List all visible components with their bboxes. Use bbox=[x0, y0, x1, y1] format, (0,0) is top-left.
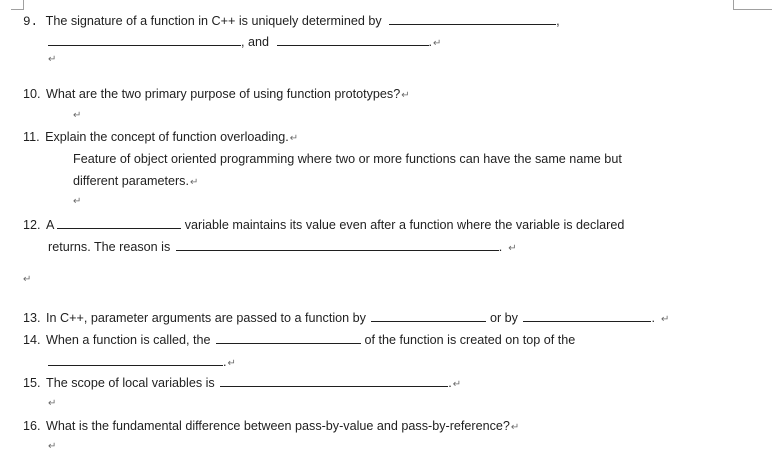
paragraph-mark-icon: ↵ bbox=[508, 243, 517, 254]
question-number: 16. bbox=[23, 419, 41, 433]
question-11 bbox=[23, 130, 298, 146]
question-number: 13. bbox=[23, 311, 41, 325]
paragraph-mark-icon: ↵ bbox=[48, 398, 57, 409]
answer-blank[interactable] bbox=[48, 34, 241, 46]
paragraph-mark-icon: ↵ bbox=[510, 422, 520, 433]
question-number: 15. bbox=[23, 376, 41, 390]
paragraph-mark-icon: ↵ bbox=[660, 314, 670, 325]
question-text: The scope of local variables is bbox=[46, 376, 215, 390]
paragraph-mark-icon: ↵ bbox=[289, 133, 299, 144]
page-corner-top-left bbox=[11, 0, 24, 10]
question-text: What is the fundamental difference between pass-by-value and pass-by-reference? bbox=[46, 419, 510, 433]
question-number: 14. bbox=[23, 333, 41, 347]
answer-blank[interactable] bbox=[176, 239, 499, 251]
period: . bbox=[448, 376, 452, 390]
answer-blank[interactable] bbox=[371, 310, 486, 322]
question-number: 10. bbox=[23, 87, 41, 101]
answer-blank[interactable] bbox=[57, 217, 181, 229]
question-9-line-2 bbox=[48, 34, 441, 51]
paragraph-mark-icon: ↵ bbox=[227, 358, 236, 369]
paragraph-mark-icon: ↵ bbox=[401, 90, 410, 101]
question-text: The signature of a function in C++ is uniquely determined by bbox=[45, 14, 382, 28]
period: . bbox=[498, 240, 503, 254]
answer-blank[interactable] bbox=[216, 332, 361, 344]
question-text: When a function is called, the bbox=[46, 333, 211, 347]
separator: , bbox=[556, 14, 560, 28]
question-12-line-1 bbox=[23, 217, 624, 233]
question-number: 12. bbox=[23, 218, 41, 232]
answer-text: Feature of object oriented programming where two or more functions can have the same name but bbox=[73, 152, 622, 166]
question-text: A bbox=[46, 218, 54, 232]
paragraph-mark-icon: ↵ bbox=[73, 110, 82, 121]
question-16 bbox=[23, 419, 519, 435]
answer-text-line-1 bbox=[73, 152, 622, 167]
question-13 bbox=[23, 310, 669, 327]
answer-blank[interactable] bbox=[220, 375, 448, 387]
question-number: 11. bbox=[23, 130, 40, 144]
answer-text: different parameters. bbox=[73, 174, 189, 188]
paragraph-mark-icon: ↵ bbox=[23, 274, 32, 285]
question-9-line-1 bbox=[23, 13, 560, 30]
period: . bbox=[651, 311, 655, 325]
answer-blank[interactable] bbox=[277, 34, 429, 46]
paragraph-mark-icon: ↵ bbox=[433, 38, 442, 49]
question-15 bbox=[23, 375, 461, 392]
paragraph-mark-icon: ↵ bbox=[73, 196, 82, 207]
question-number: 9. bbox=[23, 15, 39, 29]
question-14-line-1 bbox=[23, 332, 575, 348]
question-text: variable maintains its value even after a function where the variable is declared bbox=[184, 218, 625, 232]
question-text: In C++, parameter arguments are passed to a function by bbox=[46, 311, 366, 325]
question-text: of the function is created on top of the bbox=[364, 333, 576, 347]
question-text: What are the two primary purpose of using function prototypes? bbox=[46, 87, 401, 101]
answer-text-line-2 bbox=[73, 174, 198, 190]
question-10 bbox=[23, 87, 410, 103]
question-text: or by bbox=[489, 311, 518, 325]
paragraph-mark-icon: ↵ bbox=[48, 54, 57, 65]
page-corner-top-right bbox=[733, 0, 772, 10]
period: . bbox=[428, 35, 433, 49]
answer-blank[interactable] bbox=[48, 354, 223, 366]
answer-blank[interactable] bbox=[389, 13, 556, 25]
answer-blank[interactable] bbox=[523, 310, 651, 322]
paragraph-mark-icon: ↵ bbox=[48, 441, 57, 452]
question-14-line-2 bbox=[48, 354, 236, 371]
question-text: returns. The reason is bbox=[48, 240, 171, 254]
period: . bbox=[223, 355, 227, 369]
question-12-line-2 bbox=[48, 239, 517, 256]
separator: , and bbox=[241, 35, 270, 49]
paragraph-mark-icon: ↵ bbox=[452, 379, 462, 390]
question-text: Explain the concept of function overloading. bbox=[45, 130, 289, 144]
paragraph-mark-icon: ↵ bbox=[189, 177, 199, 188]
